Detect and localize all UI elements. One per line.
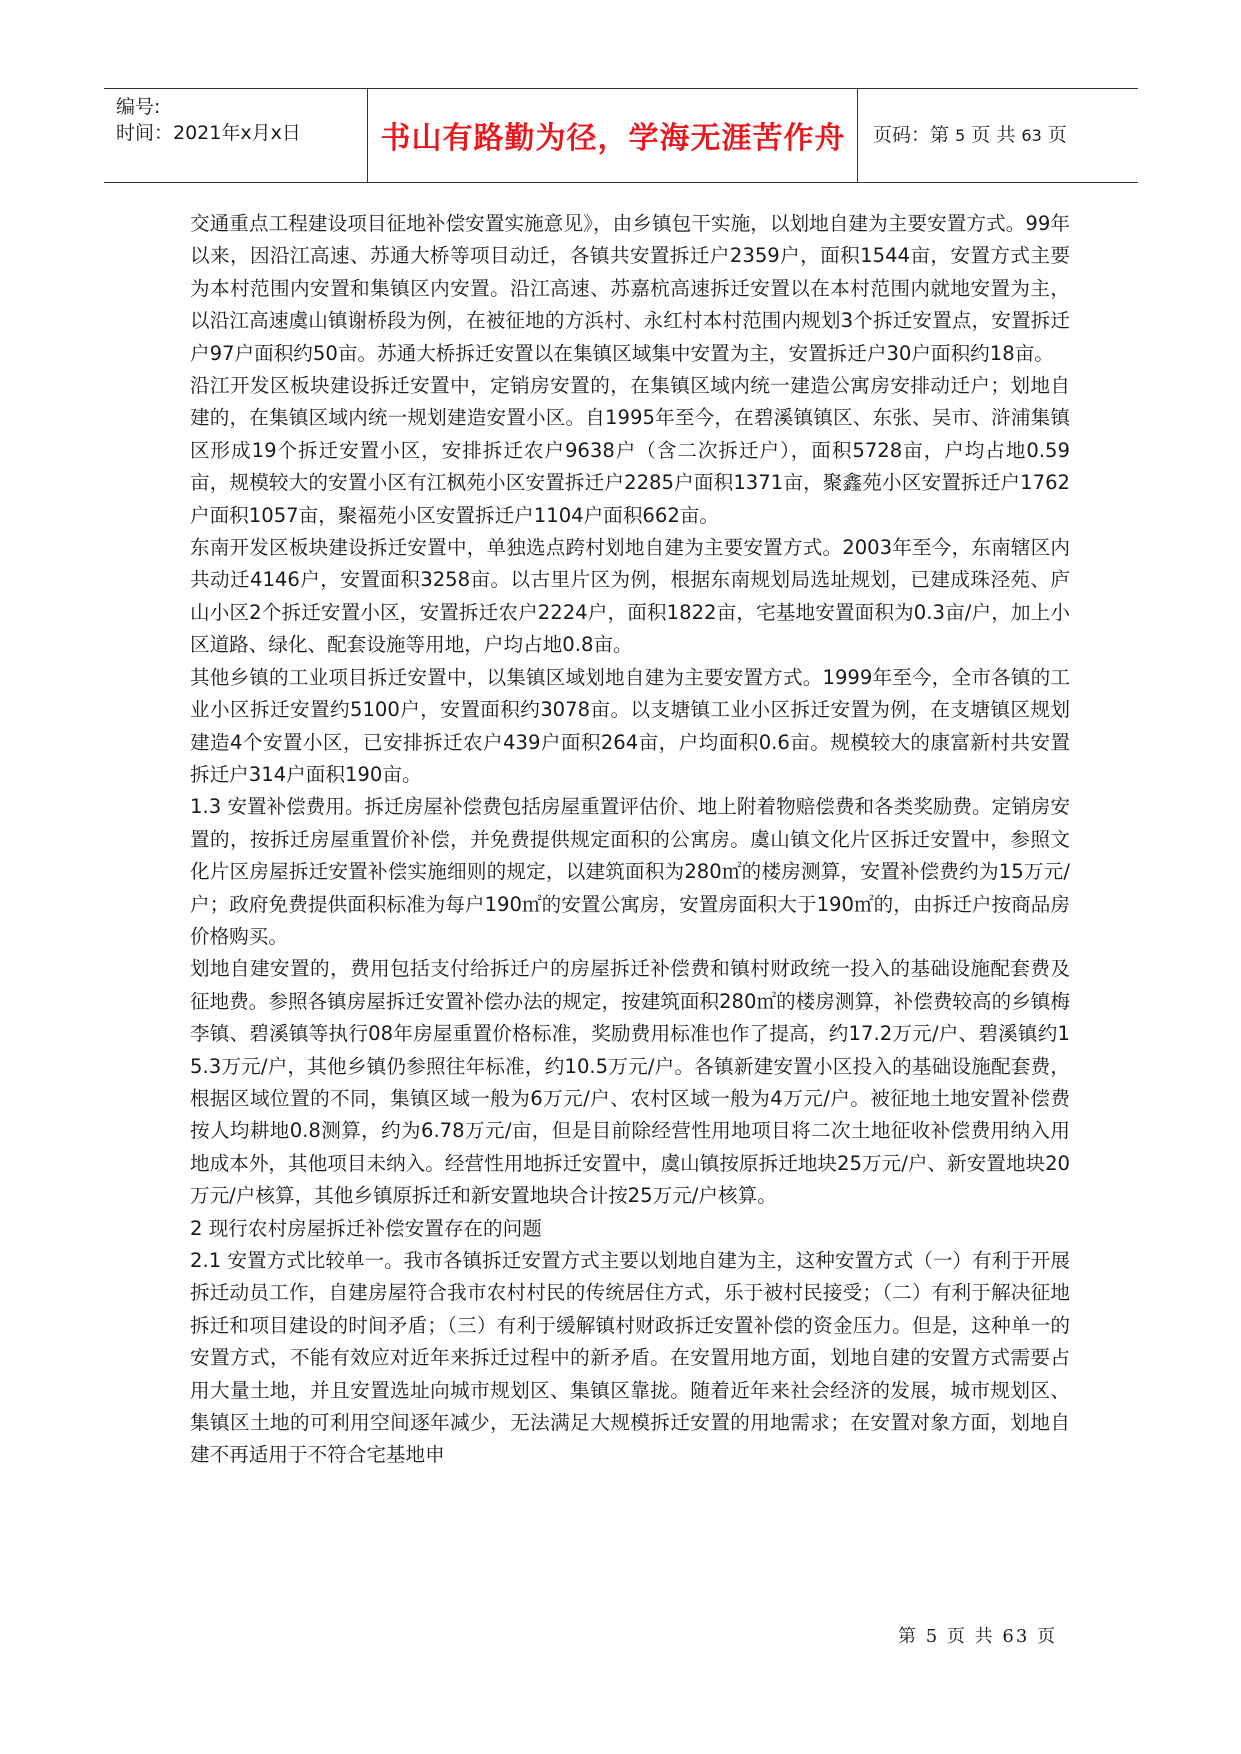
footer-page-number: 第 5 页 共 63 页 <box>898 1626 1057 1647</box>
header-meta <box>116 94 301 146</box>
body-paragraph: 交通重点工程建设项目征地补偿安置实施意见》，由乡镇包干实施，以划地自建为主要安置方式。99年以来，因沿江高速、苏通大桥等项目动迁，各镇共安置拆迁户2359户，面积1544亩，安置方式主要为本村范围内安置和集镇区内安置。沿江高速、苏嘉杭高速拆迁安置以在本村范围内就地安置为主，以沿江高速虞山镇谢桥段为例，在被征地的方浜村、永红村本村范围内规划3个拆迁安置点，安置拆迁户97户面积约50亩。苏通大桥拆迁安置以在集镇区域集中安置为主，安置拆迁户30户面积约18亩。 <box>190 212 1070 365</box>
page-current: 5 <box>955 126 966 145</box>
header-divider-left <box>367 88 368 182</box>
body-paragraph: 东南开发区板块建设拆迁安置中，单独选点跨村划地自建为主要安置方式。2003年至今，东南辖区内共动迁4146户，安置面积3258亩。以古里片区为例，根据东南规划局选址规划，已建成珠泾苑、庐山小区2个拆迁安置小区，安置拆迁农户2224户，面积1822亩，宅基地安置面积为0.3亩/户，加上小区道路、绿化、配套设施等用地，户均占地0.8亩。 <box>190 536 1070 657</box>
header-slogan: 书山有路勤为径，学海无涯苦作舟 <box>380 121 846 156</box>
page-prefix: 页码：第 <box>873 124 950 146</box>
document-time-label: 时间：2021年x月x日 <box>116 122 301 144</box>
section-heading: 2 现行农村房屋拆迁补偿安置存在的问题 <box>190 1216 542 1240</box>
body-paragraph: 划地自建安置的，费用包括支付给拆迁户的房屋拆迁补偿费和镇村财政统一投入的基础设施配套费及征地费。参照各镇房屋拆迁安置补偿办法的规定，按建筑面积280㎡的楼房测算，补偿费较高的乡镇梅李镇、碧溪镇等执行08年房屋重置价格标准，奖励费用标准也作了提高，约17.2万元/户、碧溪镇约15.3万元/户，其他乡镇仍参照往年标准，约10.5万元/户。各镇新建安置小区投入的基础设施配套费，根据区域位置的不同，集镇区域一般为6万元/户、农村区域一般为4万元/户。被征地土地安置补偿费按人均耕地0.8测算，约为6.78万元/亩，但是目前除经营性用地项目将二次土地征收补偿费用纳入用地成本外，其他项目未纳入。经营性用地拆迁安置中，虞山镇按原拆迁地块25万元/户、新安置地块20万元/户核算，其他乡镇原拆迁和新安置地块合计按25万元/户核算。 <box>190 957 1070 1208</box>
document-number-label: 编号: <box>116 96 161 118</box>
body-paragraph: 2.1 安置方式比较单一。我市各镇拆迁安置方式主要以划地自建为主，这种安置方式（一）有利于开展拆迁动员工作，自建房屋符合我市农村村民的传统居住方式，乐于被村民接受；（二）有利于解决征地拆迁和项目建设的时间矛盾；（三）有利于缓解镇村财政拆迁安置补偿的资金压力。但是，这种单一的安置方式，不能有效应对近年来拆迁过程中的新矛盾。在安置用地方面，划地自建的安置方式需要占用大量土地，并且安置选址向城市规划区、集镇区靠拢。随着近年来社会经济的发展，城市规划区、集镇区土地的可利用空间逐年减少，无法满足大规模拆迁安置的用地需求；在安置对象方面，划地自建不再适用于不符合宅基地申 <box>190 1249 1070 1467</box>
document-body <box>190 208 1070 1472</box>
header-divider-right <box>857 88 858 182</box>
header-page-number <box>873 122 1067 149</box>
body-paragraph: 沿江开发区板块建设拆迁安置中，定销房安置的，在集镇区域内统一建造公寓房安排动迁户；划地自建的，在集镇区域内统一规划建造安置小区。自1995年至今，在碧溪镇镇区、东张、吴市、浒浦集镇区形成19个拆迁安置小区，安排拆迁农户9638户（含二次拆迁户），面积5728亩，户均占地0.59亩，规模较大的安置小区有江枫苑小区安置拆迁户2285户面积1371亩，聚鑫苑小区安置拆迁户1762户面积1057亩，聚福苑小区安置拆迁户1104户面积662亩。 <box>190 374 1070 527</box>
page-middle: 页 共 <box>971 124 1016 146</box>
body-paragraph: 1.3 安置补偿费用。拆迁房屋补偿费包括房屋重置评估价、地上附着物赔偿费和各类奖励费。定销房安置的，按拆迁房屋重置价补偿，并免费提供规定面积的公寓房。虞山镇文化片区拆迁安置中，参照文化片区房屋拆迁安置补偿实施细则的规定，以建筑面积为280㎡的楼房测算，安置补偿费约为15万元/户；政府免费提供面积标准为每户190㎡的安置公寓房，安置房面积大于190㎡的，由拆迁户按商品房价格购买。 <box>190 795 1070 948</box>
page-suffix: 页 <box>1047 124 1067 146</box>
header-bottom-rule <box>104 182 1138 183</box>
page-total: 63 <box>1021 126 1042 145</box>
body-paragraph: 其他乡镇的工业项目拆迁安置中，以集镇区域划地自建为主要安置方式。1999年至今，全市各镇的工业小区拆迁安置约5100户，安置面积约3078亩。以支塘镇工业小区拆迁安置为例，在支塘镇区规划建造4个安置小区，已安排拆迁农户439户面积264亩，户均面积0.6亩。规模较大的康富新村共安置拆迁户314户面积190亩。 <box>190 665 1070 786</box>
